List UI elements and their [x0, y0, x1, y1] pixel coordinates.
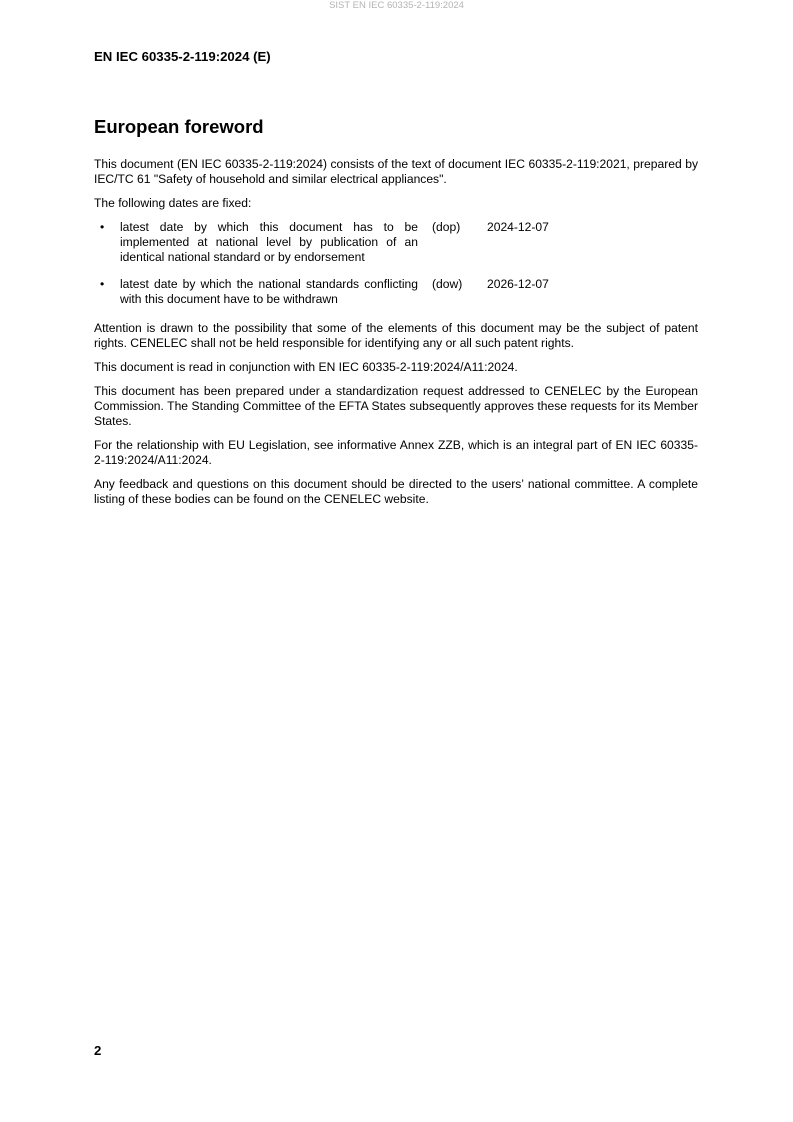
foreword-body: [94, 157, 698, 516]
date-item-dop: [94, 220, 698, 265]
document-identifier: EN IEC 60335-2-119:2024 (E): [94, 49, 271, 64]
eu-legislation-paragraph: For the relationship with EU Legislation, see informative Annex ZZB, which is an integral part of EN IEC 60335-2-119:2024/A11:2024.: [94, 438, 698, 467]
conjunction-paragraph: This document is read in conjunction with EN IEC 60335-2-119:2024/A11:2024.: [94, 360, 518, 374]
date-value: 2026-12-07: [487, 277, 549, 291]
date-code: (dop): [432, 220, 461, 234]
fixed-dates-list: [94, 220, 698, 307]
dates-intro-paragraph: The following dates are fixed:: [94, 196, 252, 210]
date-item-dow: [94, 277, 698, 307]
date-value: 2024-12-07: [487, 220, 549, 234]
patent-rights-paragraph: Attention is drawn to the possibility that some of the elements of this document may be the subject of patent rights. CENELEC shall not be held responsible for identifying any or all such patent rights.: [94, 321, 698, 350]
intro-paragraph: This document (EN IEC 60335-2-119:2024) consists of the text of document IEC 60335-2-119:2021, prepared by IEC/TC 61 "Safety of household and similar electrical appliances".: [94, 157, 698, 186]
section-heading: European foreword: [94, 116, 264, 137]
date-description: latest date by which this document has to be implemented at national level by publication of an identical national standard or by endorsement: [120, 220, 418, 264]
watermark: SIST EN IEC 60335-2-119:2024: [329, 0, 464, 11]
feedback-paragraph: Any feedback and questions on this document should be directed to the users’ national committee. A complete listing of these bodies can be found on the CENELEC website.: [94, 477, 698, 506]
page-number: 2: [94, 1043, 102, 1058]
date-code: (dow): [432, 277, 463, 291]
date-description: latest date by which the national standards conflicting with this document have to be withdrawn: [120, 277, 418, 306]
standardization-request-paragraph: This document has been prepared under a standardization request addressed to CENELEC by the European Commission. The Standing Committee of the EFTA States subsequently approves these requests for its Member States.: [94, 384, 698, 428]
bullet-icon: •: [100, 220, 105, 234]
bullet-icon: •: [100, 277, 105, 291]
